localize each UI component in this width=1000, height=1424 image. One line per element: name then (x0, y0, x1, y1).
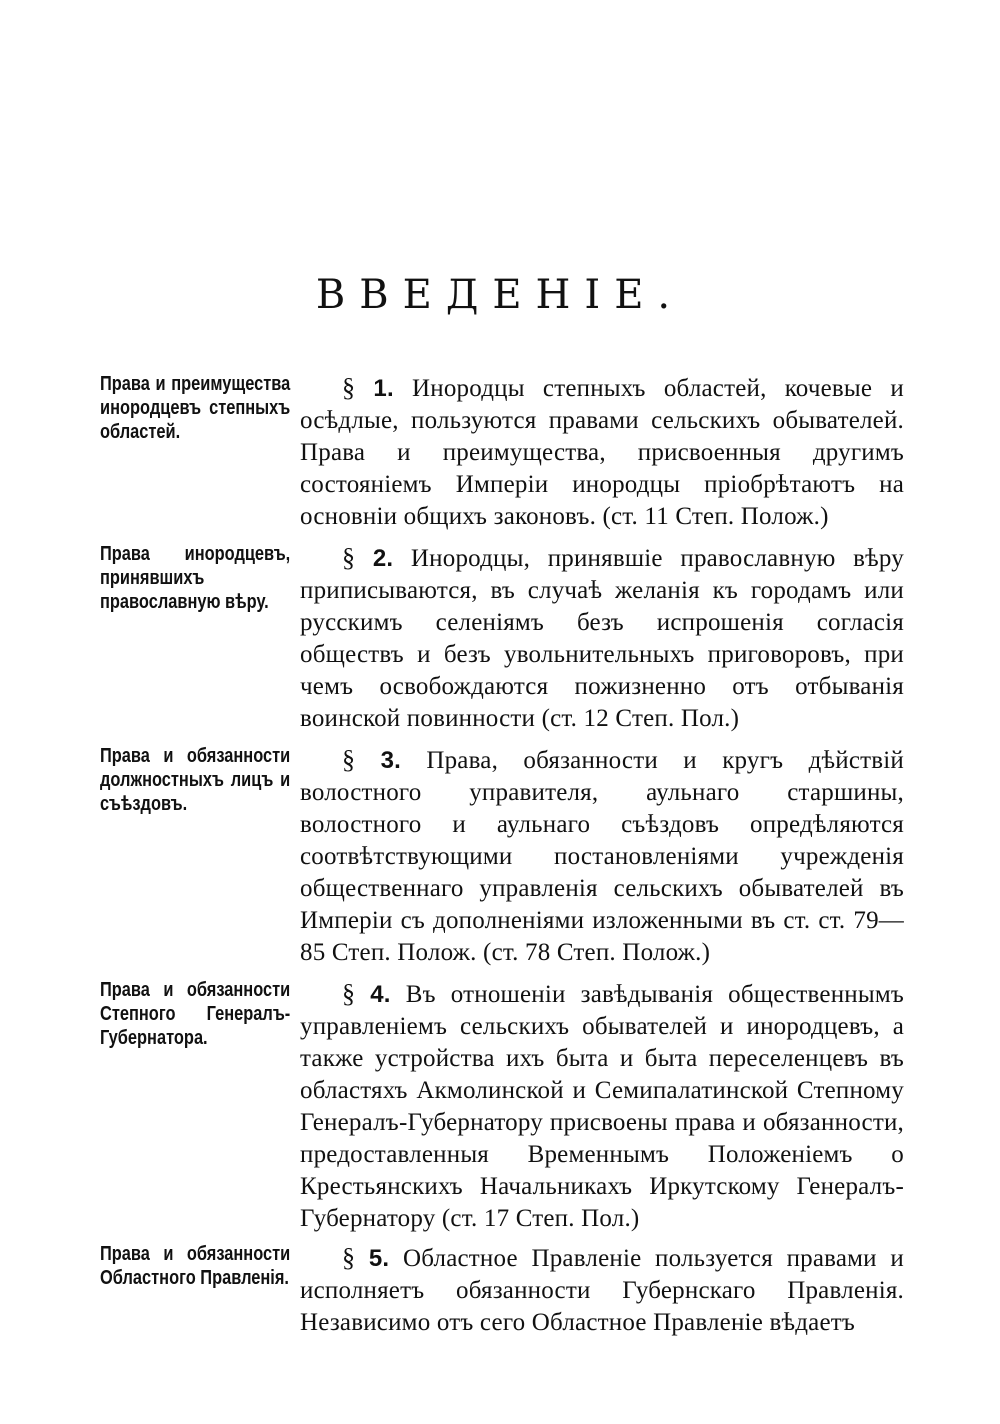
margin-note: Права и обязанности Областного Правленія. (100, 1243, 291, 1289)
section-mark: § (342, 543, 356, 572)
section-mark: § (342, 745, 356, 774)
section-mark: § (342, 979, 356, 1008)
paragraph-text: Права, обязанности и кругъ дѣйствій волостного управителя, аульнаго старшины, волостного и аульнаго съѣздовъ опредѣляются соотвѣтствующими постановленіями учрежденія общественнаго управленія сельскихъ обывателей въ Имперіи съ дополненіями изложенными въ ст. ст. 79—85 Степ. Полож. (ст. 78 Степ. Полож.) (300, 747, 904, 966)
paragraph-body (300, 978, 904, 1235)
paragraph-body (300, 542, 904, 735)
paragraph-body (300, 372, 904, 533)
margin-note: Права и обязанности должностныхъ лицъ и съѣздовъ. (100, 745, 291, 815)
paragraph-text: Инородцы степныхъ областей, кочевые и осѣдлые, пользуются правами сельскихъ обывателей. Права и преимущества, присвоенныя другимъ состояніемъ Имперіи инородцы пріобрѣтаютъ на основніи общихъ законовъ. (ст. 11 Степ. Полож.) (300, 375, 904, 530)
margin-note: Права и обязанности Степного Генералъ-Губернатора. (100, 979, 291, 1049)
margin-note: Права и преимущества инородцевъ степныхъ областей. (100, 373, 291, 443)
paragraph-text: Инородцы, принявшіе православную вѣру приписываются, въ случаѣ желанія къ городамъ или русскимъ селеніямъ безъ испрошенія согласія обществъ и безъ увольнительныхъ приговоровъ, при чемъ освобождаются пожизненно отъ отбыванія воинской повинности (ст. 12 Степ. Пол.) (300, 545, 904, 732)
section-number: 1. (373, 375, 394, 402)
section-mark: § (342, 1243, 356, 1272)
section-number: 3. (380, 747, 401, 774)
section-mark: § (342, 373, 356, 402)
section-number: 5. (368, 1245, 390, 1272)
page-title: ВВЕДЕНІЕ. (315, 272, 685, 318)
section-number: 2. (372, 545, 394, 572)
paragraph-body (300, 1242, 904, 1339)
paragraph-text: Въ отношеніи завѣдыванія общественнымъ управленіемъ сельскихъ обывателей и инородцевъ, а также устройства ихъ быта и быта переселенцевъ въ областяхъ Акмолинской и Семипалатинской Степному Генералъ-Губернатору присвоены права и обязанности, предоставленныя Временнымъ Положеніемъ о Крестьянскихъ Начальникахъ Иркутскому Генералъ-Губернатору (ст. 17 Степ. Пол.) (300, 981, 904, 1232)
margin-note: Права инородцевъ, принявшихъ православную вѣру. (100, 543, 291, 613)
paragraph-body (300, 744, 904, 969)
paragraph-text: Областное Правленіе пользуется правами и исполняетъ обязанности Губернскаго Правленія. Независимо отъ сего Областное Правленіе вѣдаетъ (300, 1245, 904, 1336)
section-number: 4. (370, 981, 391, 1008)
